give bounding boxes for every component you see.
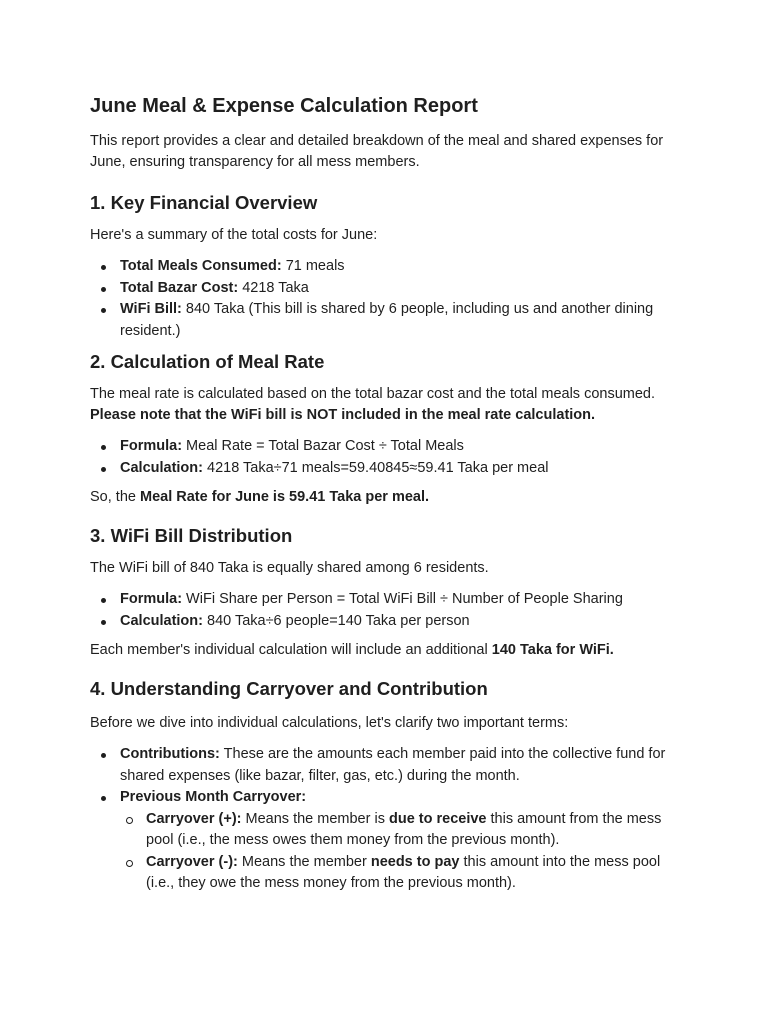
- sub-item-text: this amount from the mess pool (i.e., the mess owes them money from the previous month).: [146, 810, 662, 848]
- item-label: Total Meals Consumed:: [120, 258, 282, 274]
- list-item: [90, 299, 688, 342]
- section4-lead: Before we dive into individual calculations, let's clarify two important terms:: [90, 715, 569, 731]
- conclusion-bold: Meal Rate for June is 59.41 Taka per meal.: [139, 489, 430, 505]
- section3-list: [90, 589, 688, 632]
- sub-list-item: [120, 809, 688, 852]
- conclusion-text: Each member's individual calculation will include an additional: [90, 642, 492, 658]
- sub-item-bold: due to receive: [388, 810, 487, 827]
- list-item: [90, 256, 688, 278]
- section4-heading: 4. Understanding Carryover and Contribution: [90, 678, 488, 699]
- lead-text: The meal rate is calculated based on the total bazar cost and the total meals consumed.: [90, 386, 656, 402]
- list-item: [90, 744, 688, 787]
- item-text: 840 Taka÷6 people=140 Taka per person: [202, 612, 470, 629]
- sub-list-item: [120, 852, 688, 895]
- section4-list: [90, 744, 688, 895]
- report-title: June Meal & Expense Calculation Report: [90, 95, 478, 117]
- section2-conclusion: [90, 487, 688, 508]
- section2-lead: [90, 384, 688, 426]
- intro-paragraph: This report provides a clear and detailed breakdown of the meal and shared expenses for June, ensuring transparency for all mess members.: [90, 133, 664, 170]
- item-label: Total Bazar Cost:: [120, 279, 239, 296]
- sub-item-label: Carryover (-):: [146, 853, 238, 870]
- conclusion-bold: 140 Taka for WiFi.: [491, 642, 614, 658]
- item-label: Formula:: [120, 591, 183, 607]
- list-item: [90, 436, 688, 458]
- section3-lead: The WiFi bill of 840 Taka is equally shared among 6 residents.: [90, 560, 489, 576]
- section3-heading: 3. WiFi Bill Distribution: [90, 525, 293, 546]
- section1-heading: 1. Key Financial Overview: [90, 192, 318, 213]
- item-text: These are the amounts each member paid into the collective fund for shared expenses (like bazar, filter, gas, etc.) during the month.: [120, 746, 666, 784]
- item-text: WiFi Share per Person = Total WiFi Bill ÷ Number of People Sharing: [182, 591, 623, 607]
- lead-bold: Please note that the WiFi bill is NOT included in the meal rate calculation.: [90, 407, 596, 423]
- list-item: [90, 278, 688, 300]
- section1-list: [90, 256, 688, 342]
- item-text: Meal Rate = Total Bazar Cost ÷ Total Meals: [182, 438, 464, 454]
- item-label: Previous Month Carryover:: [120, 789, 307, 805]
- item-label: Calculation:: [120, 459, 203, 476]
- item-text: 4218 Taka: [238, 279, 309, 296]
- section3-conclusion: [90, 640, 688, 661]
- item-label: Calculation:: [120, 612, 203, 629]
- sub-item-text: Means the member: [237, 853, 371, 870]
- section2-heading: 2. Calculation of Meal Rate: [90, 351, 325, 372]
- item-label: Contributions:: [120, 746, 220, 762]
- list-item: [90, 458, 688, 480]
- item-label: Formula:: [120, 438, 183, 454]
- list-item: [90, 787, 688, 895]
- list-item: [90, 589, 688, 611]
- item-text: 840 Taka (This bill is shared by 6 people, including us and another dining resident.): [120, 301, 654, 339]
- item-text: 4218 Taka÷71 meals=59.40845≈59.41 Taka per meal: [202, 459, 549, 476]
- item-text: 71 meals: [281, 258, 345, 274]
- sub-item-text: Means the member is: [241, 810, 389, 827]
- sub-item-text: this amount into the mess pool (i.e., they owe the mess money from the previous month).: [146, 853, 661, 891]
- list-item: [90, 611, 688, 633]
- section1-lead: Here's a summary of the total costs for June:: [90, 227, 378, 243]
- item-label: WiFi Bill:: [120, 301, 182, 317]
- section2-list: [90, 436, 688, 479]
- carryover-sublist: [120, 809, 688, 895]
- conclusion-text: So, the: [90, 489, 140, 505]
- sub-item-label: Carryover (+):: [146, 810, 242, 827]
- sub-item-bold: needs to pay: [370, 853, 460, 870]
